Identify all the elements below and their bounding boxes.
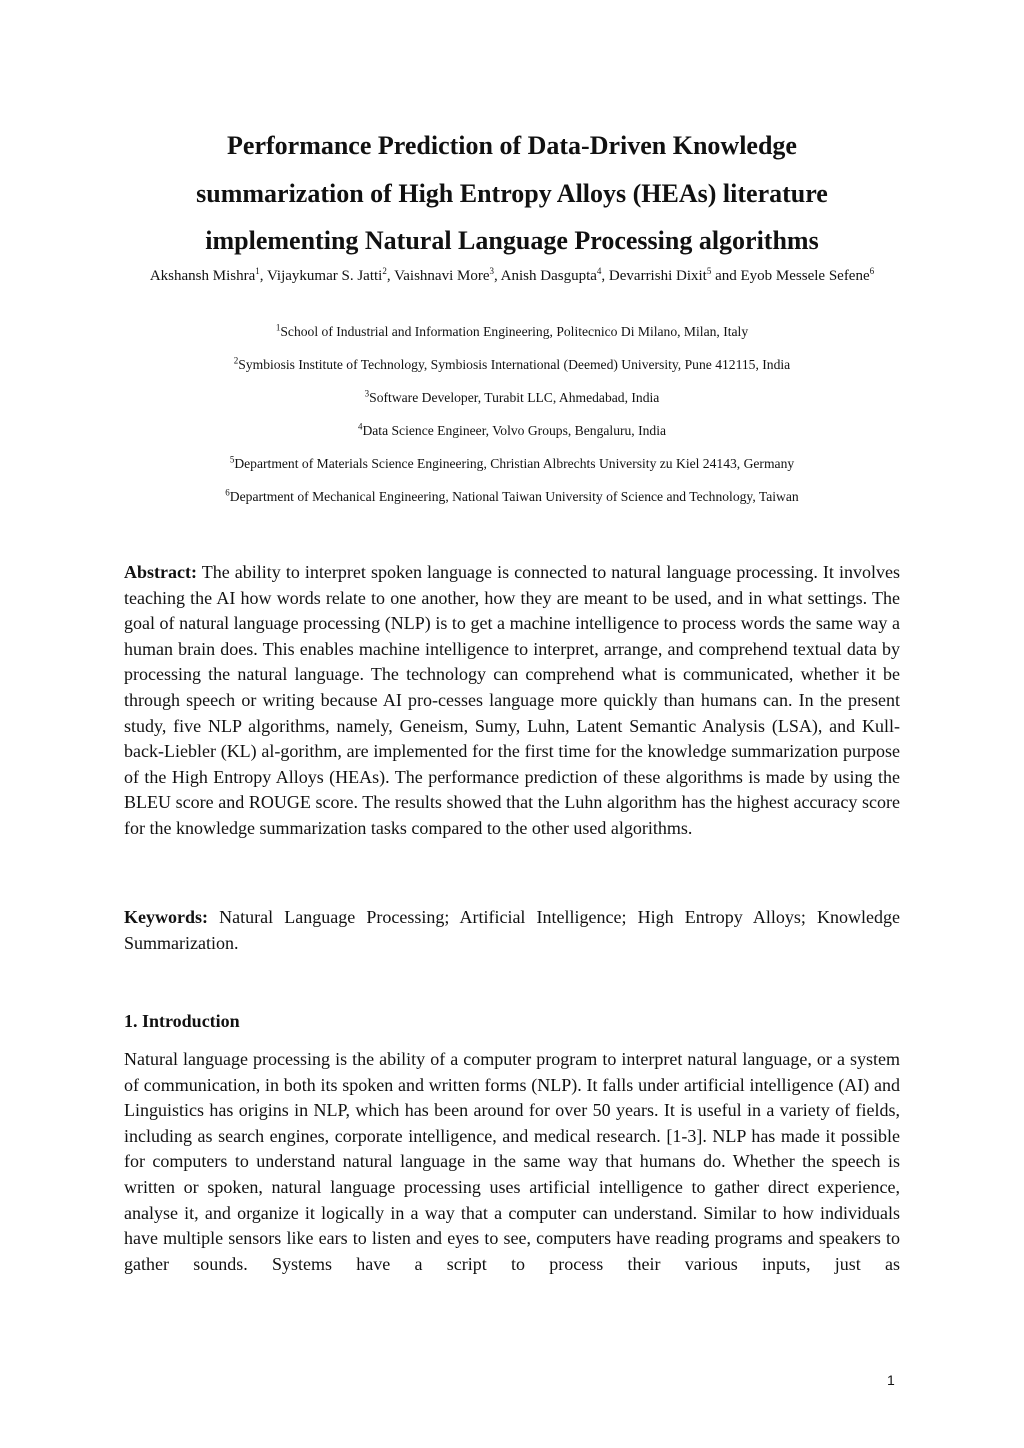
affiliation-list [110,323,914,521]
affiliation [110,488,914,521]
affiliation-text: School of Industrial and Information Engineering, Politecnico Di Milano, Milan, Italy [280,324,749,339]
author-name: Vijaykumar S. Jatti [267,268,383,284]
affiliation-sup: 4 [357,421,363,432]
title-line-3: implementing Natural Language Processing algorithms [205,226,819,255]
author-name: Anish Dasgupta [500,268,597,284]
keywords [124,905,900,956]
author-affil-sup: 4 [596,266,602,276]
affiliation-sup: 1 [275,322,281,333]
paper-title [100,122,924,265]
author-name: Vaishnavi More [394,268,490,284]
author-separator: , [259,268,267,284]
author-name: Eyob Messele Sefene [740,268,870,284]
author-affil-sup: 5 [706,266,712,276]
author-name: Akshansh Mishra [149,268,256,284]
page-number: 1 [887,1372,895,1388]
affiliation [110,356,914,389]
title-line-1: Performance Prediction of Data-Driven Knowledge [227,131,797,160]
section-heading-introduction: 1. Introduction [124,1011,240,1031]
author-separator: , [601,268,609,284]
author-list [130,266,894,287]
affiliation-sup: 5 [229,454,235,465]
keywords-label: Keywords: [124,907,208,927]
author-separator: , [386,268,395,284]
affiliation-text: Symbiosis Institute of Technology, Symbiosis International (Deemed) University, Pune 412115, India [238,357,791,372]
abstract-label: Abstract: [124,562,197,582]
author-affil-sup: 3 [489,266,494,276]
author-affil-sup: 2 [382,266,387,276]
affiliation-text: Data Science Engineer, Volvo Groups, Bengaluru, India [362,423,667,438]
affiliation-text: Software Developer, Turabit LLC, Ahmedabad, India [369,390,660,405]
author-separator: and [711,268,741,284]
affiliation-text: Department of Mechanical Engineering, National Taiwan University of Science and Technology, Taiwan [229,489,799,504]
affiliation-sup: 3 [364,388,370,399]
author-affil-sup: 1 [255,266,260,276]
title-line-2: summarization of High Entropy Alloys (HEAs) literature [196,178,828,208]
abstract [124,560,900,842]
author-name: Devarrishi Dixit [608,268,707,284]
abstract-text: The ability to interpret spoken language is connected to natural language processing. It involves teaching the AI how words relate to one another, how they are meant to be used, and in what settings. The goal of natural language processing (NLP) is to get a machine intelligence to process words the same way a human brain does. This enables machine intelligence to interpret, arrange, and comprehend textual data by processing the natural language. The technology can comprehend what is communicated, whether it be through speech or writing because AI pro-cesses language more quickly than humans can. In the present study, five NLP algorithms, namely, Geneism, Sumy, Luhn, Latent Semantic Analysis (LSA), and Kull-back-Liebler (KL) al-gorithm, are implemented for the first time for the knowledge summarization purpose of the High Entropy Alloys (HEAs). The performance prediction of these algorithms is made by using the BLEU score and ROUGE score. The results showed that the Luhn algorithm has the highest accuracy score for the knowledge summarization tasks compared to the other used algorithms. [124,562,900,838]
affiliation-sup: 2 [233,355,239,366]
affiliation [110,455,914,488]
affiliation [110,422,914,455]
author-separator: , [493,268,501,284]
author-affil-sup: 6 [869,266,875,276]
affiliation [110,389,914,422]
affiliation-text: Department of Materials Science Engineering, Christian Albrechts University zu Kiel 24143, Germany [234,456,795,471]
keywords-text: Natural Language Processing; Artificial Intelligence; High Entropy Alloys; Knowledge Summarization. [124,907,901,953]
introduction-paragraph: Natural language processing is the ability of a computer program to interpret natural language, or a system of communication, in both its spoken and written forms (NLP). It falls under artificial intelligence (AI) and Linguistics has origins in NLP, which has been around for over 50 years. It is useful in a variety of fields, including as search engines, corporate intelligence, and medical research. [1-3]. NLP has made it possible for computers to understand natural language in the same way that humans do. Whether the speech is written or spoken, natural language processing uses artificial intelligence to gather direct experience, analyse it, and organize it logically in a way that a computer can understand. Similar to how individuals have multiple sensors like ears to listen and eyes to see, computers have reading programs and speakers to gather sounds. Systems have a script to process their various inputs, just as [124,1049,900,1274]
affiliation-sup: 6 [225,487,230,498]
affiliation [110,323,914,356]
